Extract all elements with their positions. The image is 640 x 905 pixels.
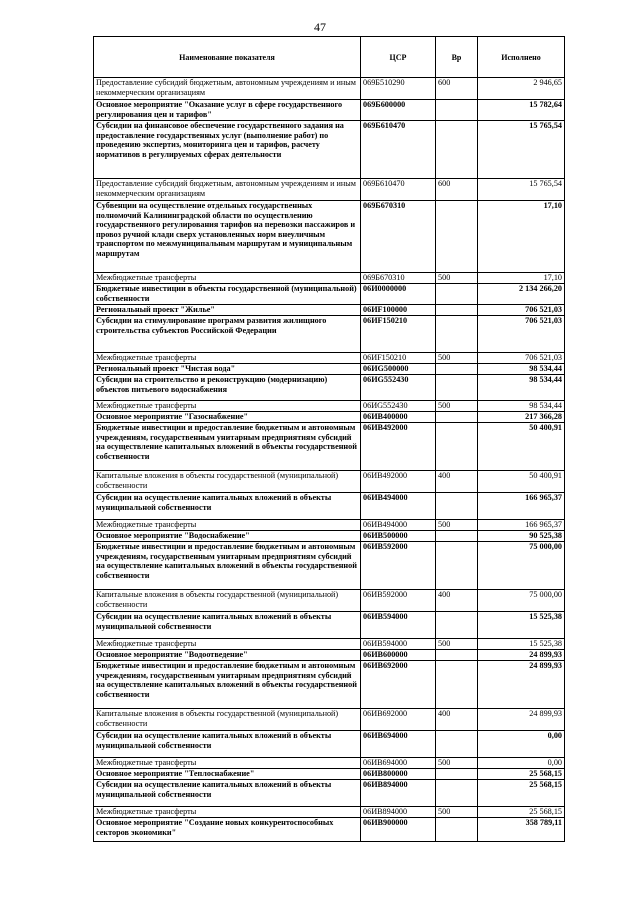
table-row (94, 201, 565, 273)
vr-code-cell: 500 (436, 807, 478, 818)
executed-amount-cell: 15 765,54 (478, 121, 565, 179)
indicator-name-cell: Межбюджетные трансферты (94, 353, 361, 364)
table-row (94, 121, 565, 179)
indicator-name-cell: Региональный проект "Жилье" (94, 305, 361, 316)
vr-code-cell (436, 121, 478, 179)
vr-code-cell: 400 (436, 709, 478, 731)
executed-amount-cell: 706 521,03 (478, 305, 565, 316)
csr-code-cell: 06ИВ800000 (361, 769, 436, 780)
table-row (94, 412, 565, 423)
executed-amount-cell: 24 899,93 (478, 661, 565, 709)
table-row (94, 769, 565, 780)
executed-amount-cell: 90 525,38 (478, 531, 565, 542)
table-row (94, 493, 565, 520)
table-row (94, 758, 565, 769)
executed-amount-cell: 50 400,91 (478, 423, 565, 471)
table-row (94, 100, 565, 121)
executed-amount-cell: 25 568,15 (478, 780, 565, 807)
table-row (94, 531, 565, 542)
csr-code-cell: 06И0000000 (361, 284, 436, 305)
executed-amount-cell: 166 965,37 (478, 493, 565, 520)
indicator-name-cell: Субвенции на осуществление отдельных государственных полномочий Калининградской области по осуществлению государственного регулирования тарифов на перевозки пассажиров и провоз ручной клади сверх установленных норм внеуличным транспортом по межмуниципальным маршрутам и муниципальным маршрутам (94, 201, 361, 273)
csr-code-cell: 06ИВ900000 (361, 818, 436, 842)
table-row (94, 423, 565, 471)
indicator-name-cell: Межбюджетные трансферты (94, 273, 361, 284)
vr-code-cell: 500 (436, 639, 478, 650)
vr-code-cell: 600 (436, 179, 478, 201)
indicator-name-cell: Основное мероприятие "Водоотведение" (94, 650, 361, 661)
executed-amount-cell: 2 946,65 (478, 78, 565, 100)
csr-code-cell: 069Б510290 (361, 78, 436, 100)
table-row (94, 305, 565, 316)
csr-code-cell: 069Б670310 (361, 201, 436, 273)
csr-code-cell: 06ИF150210 (361, 353, 436, 364)
csr-code-cell: 06ИВ400000 (361, 412, 436, 423)
indicator-name-cell: Субсидии на осуществление капитальных вложений в объекты муниципальной собственности (94, 780, 361, 807)
page-number: 47 (314, 20, 326, 34)
indicator-name-cell: Межбюджетные трансферты (94, 401, 361, 412)
csr-code-cell: 06ИF150210 (361, 316, 436, 353)
csr-code-cell: 069Б610470 (361, 121, 436, 179)
vr-code-cell (436, 305, 478, 316)
table-row (94, 590, 565, 612)
csr-code-cell: 06ИВ894000 (361, 807, 436, 818)
vr-code-cell (436, 531, 478, 542)
vr-code-cell (436, 612, 478, 639)
vr-code-cell (436, 100, 478, 121)
executed-amount-cell: 98 534,44 (478, 364, 565, 375)
table-row (94, 661, 565, 709)
table-row (94, 612, 565, 639)
indicator-name-cell: Предоставление субсидий бюджетным, автономным учреждениям и иным некоммерческим организациям (94, 78, 361, 100)
vr-code-cell (436, 201, 478, 273)
table-row (94, 353, 565, 364)
indicator-name-cell: Капитальные вложения в объекты государственной (муниципальной) собственности (94, 709, 361, 731)
indicator-name-cell: Бюджетные инвестиции и предоставление бюджетным и автономным учреждениям, государственным унитарным предприятиям субсидий на осуществление капитальных вложений в объекты государственной собственности (94, 423, 361, 471)
header-vr: Вр (436, 37, 478, 78)
csr-code-cell: 06ИВ694000 (361, 731, 436, 758)
csr-code-cell: 069Б670310 (361, 273, 436, 284)
vr-code-cell (436, 423, 478, 471)
indicator-name-cell: Субсидии на осуществление капитальных вложений в объекты муниципальной собственности (94, 493, 361, 520)
csr-code-cell: 06ИВ500000 (361, 531, 436, 542)
vr-code-cell: 500 (436, 520, 478, 531)
csr-code-cell: 06ИВ592000 (361, 542, 436, 590)
indicator-name-cell: Субсидии на стимулирование программ развития жилищного строительства субъектов Российской Федерации (94, 316, 361, 353)
table-row (94, 401, 565, 412)
csr-code-cell: 06ИВ492000 (361, 423, 436, 471)
header-csr: ЦСР (361, 37, 436, 78)
executed-amount-cell: 706 521,03 (478, 316, 565, 353)
csr-code-cell: 06ИВ694000 (361, 758, 436, 769)
executed-amount-cell: 24 899,93 (478, 650, 565, 661)
table-row (94, 731, 565, 758)
table-row (94, 709, 565, 731)
indicator-name-cell: Субсидии на осуществление капитальных вложений в объекты муниципальной собственности (94, 731, 361, 758)
indicator-name-cell: Субсидии на финансовое обеспечение государственного задания на предоставление государственных услуг (выполнение работ) по проведению экспертиз, мониторинга цен и тарифов, расчету нормативов в регулируемых сферах деятельности (94, 121, 361, 179)
executed-amount-cell: 15 782,64 (478, 100, 565, 121)
executed-amount-cell: 2 134 266,20 (478, 284, 565, 305)
table-row (94, 316, 565, 353)
table-row (94, 284, 565, 305)
header-indicator-name: Наименование показателя (94, 37, 361, 78)
indicator-name-cell: Межбюджетные трансферты (94, 639, 361, 650)
table-row (94, 179, 565, 201)
executed-amount-cell: 50 400,91 (478, 471, 565, 493)
executed-amount-cell: 75 000,00 (478, 590, 565, 612)
indicator-name-cell: Основное мероприятие "Водоснабжение" (94, 531, 361, 542)
table-row (94, 639, 565, 650)
csr-code-cell: 06ИВ492000 (361, 471, 436, 493)
executed-amount-cell: 0,00 (478, 758, 565, 769)
vr-code-cell (436, 731, 478, 758)
vr-code-cell (436, 769, 478, 780)
vr-code-cell: 600 (436, 78, 478, 100)
csr-code-cell: 06ИG552430 (361, 375, 436, 401)
csr-code-cell: 06ИВ494000 (361, 520, 436, 531)
csr-code-cell: 06ИВ594000 (361, 639, 436, 650)
executed-amount-cell: 25 568,15 (478, 807, 565, 818)
executed-amount-cell: 24 899,93 (478, 709, 565, 731)
indicator-name-cell: Основное мероприятие "Создание новых конкурентоспособных секторов экономики" (94, 818, 361, 842)
csr-code-cell: 06ИВ594000 (361, 612, 436, 639)
csr-code-cell: 06ИВ894000 (361, 780, 436, 807)
executed-amount-cell: 0,00 (478, 731, 565, 758)
vr-code-cell (436, 542, 478, 590)
header-executed: Исполнено (478, 37, 565, 78)
indicator-name-cell: Основное мероприятие "Газоснабжение" (94, 412, 361, 423)
csr-code-cell: 06ИF100000 (361, 305, 436, 316)
table-row (94, 364, 565, 375)
executed-amount-cell: 358 789,11 (478, 818, 565, 842)
indicator-name-cell: Бюджетные инвестиции и предоставление бюджетным и автономным учреждениям, государственным унитарным предприятиям субсидий на осуществление капитальных вложений в объекты государственной собственности (94, 661, 361, 709)
table-row (94, 807, 565, 818)
indicator-name-cell: Капитальные вложения в объекты государственной (муниципальной) собственности (94, 471, 361, 493)
indicator-name-cell: Межбюджетные трансферты (94, 520, 361, 531)
vr-code-cell (436, 650, 478, 661)
table-body (94, 78, 565, 842)
vr-code-cell (436, 661, 478, 709)
indicator-name-cell: Межбюджетные трансферты (94, 758, 361, 769)
indicator-name-cell: Основное мероприятие "Теплоснабжение" (94, 769, 361, 780)
executed-amount-cell: 706 521,03 (478, 353, 565, 364)
executed-amount-cell: 166 965,37 (478, 520, 565, 531)
vr-code-cell (436, 493, 478, 520)
table-row (94, 650, 565, 661)
executed-amount-cell: 98 534,44 (478, 375, 565, 401)
table-row (94, 818, 565, 842)
vr-code-cell: 500 (436, 758, 478, 769)
vr-code-cell: 400 (436, 590, 478, 612)
table-row (94, 273, 565, 284)
vr-code-cell (436, 818, 478, 842)
csr-code-cell: 069Б600000 (361, 100, 436, 121)
executed-amount-cell: 15 525,38 (478, 639, 565, 650)
executed-amount-cell: 25 568,15 (478, 769, 565, 780)
indicator-name-cell: Капитальные вложения в объекты государственной (муниципальной) собственности (94, 590, 361, 612)
vr-code-cell (436, 375, 478, 401)
vr-code-cell: 500 (436, 273, 478, 284)
table-row (94, 471, 565, 493)
csr-code-cell: 06ИG552430 (361, 401, 436, 412)
vr-code-cell (436, 412, 478, 423)
executed-amount-cell: 75 000,00 (478, 542, 565, 590)
csr-code-cell: 069Б610470 (361, 179, 436, 201)
table-row (94, 520, 565, 531)
indicator-name-cell: Субсидии на осуществление капитальных вложений в объекты муниципальной собственности (94, 612, 361, 639)
vr-code-cell (436, 316, 478, 353)
indicator-name-cell: Региональный проект "Чистая вода" (94, 364, 361, 375)
csr-code-cell: 06ИВ592000 (361, 590, 436, 612)
executed-amount-cell: 15 765,54 (478, 179, 565, 201)
indicator-name-cell: Бюджетные инвестиции в объекты государственной (муниципальной) собственности (94, 284, 361, 305)
vr-code-cell: 500 (436, 401, 478, 412)
table-row (94, 375, 565, 401)
executed-amount-cell: 217 366,28 (478, 412, 565, 423)
vr-code-cell (436, 364, 478, 375)
indicator-name-cell: Субсидии на строительство и реконструкцию (модернизацию) объектов питьевого водоснабжения (94, 375, 361, 401)
csr-code-cell: 06ИВ692000 (361, 661, 436, 709)
csr-code-cell: 06ИВ494000 (361, 493, 436, 520)
table-row (94, 78, 565, 100)
csr-code-cell: 06ИG500000 (361, 364, 436, 375)
executed-amount-cell: 17,10 (478, 201, 565, 273)
executed-amount-cell: 15 525,38 (478, 612, 565, 639)
indicator-name-cell: Бюджетные инвестиции и предоставление бюджетным и автономным учреждениям, государственным унитарным предприятиям субсидий на осуществление капитальных вложений в объекты государственной собственности (94, 542, 361, 590)
executed-amount-cell: 98 534,44 (478, 401, 565, 412)
vr-code-cell (436, 284, 478, 305)
budget-execution-table (93, 36, 565, 842)
vr-code-cell (436, 780, 478, 807)
indicator-name-cell: Предоставление субсидий бюджетным, автономным учреждениям и иным некоммерческим организациям (94, 179, 361, 201)
executed-amount-cell: 17,10 (478, 273, 565, 284)
table-row (94, 542, 565, 590)
csr-code-cell: 06ИВ692000 (361, 709, 436, 731)
table-row (94, 780, 565, 807)
table-header-row (94, 37, 565, 78)
vr-code-cell: 500 (436, 353, 478, 364)
indicator-name-cell: Основное мероприятие "Оказание услуг в сфере государственного регулирования цен и тарифов" (94, 100, 361, 121)
indicator-name-cell: Межбюджетные трансферты (94, 807, 361, 818)
vr-code-cell: 400 (436, 471, 478, 493)
csr-code-cell: 06ИВ600000 (361, 650, 436, 661)
